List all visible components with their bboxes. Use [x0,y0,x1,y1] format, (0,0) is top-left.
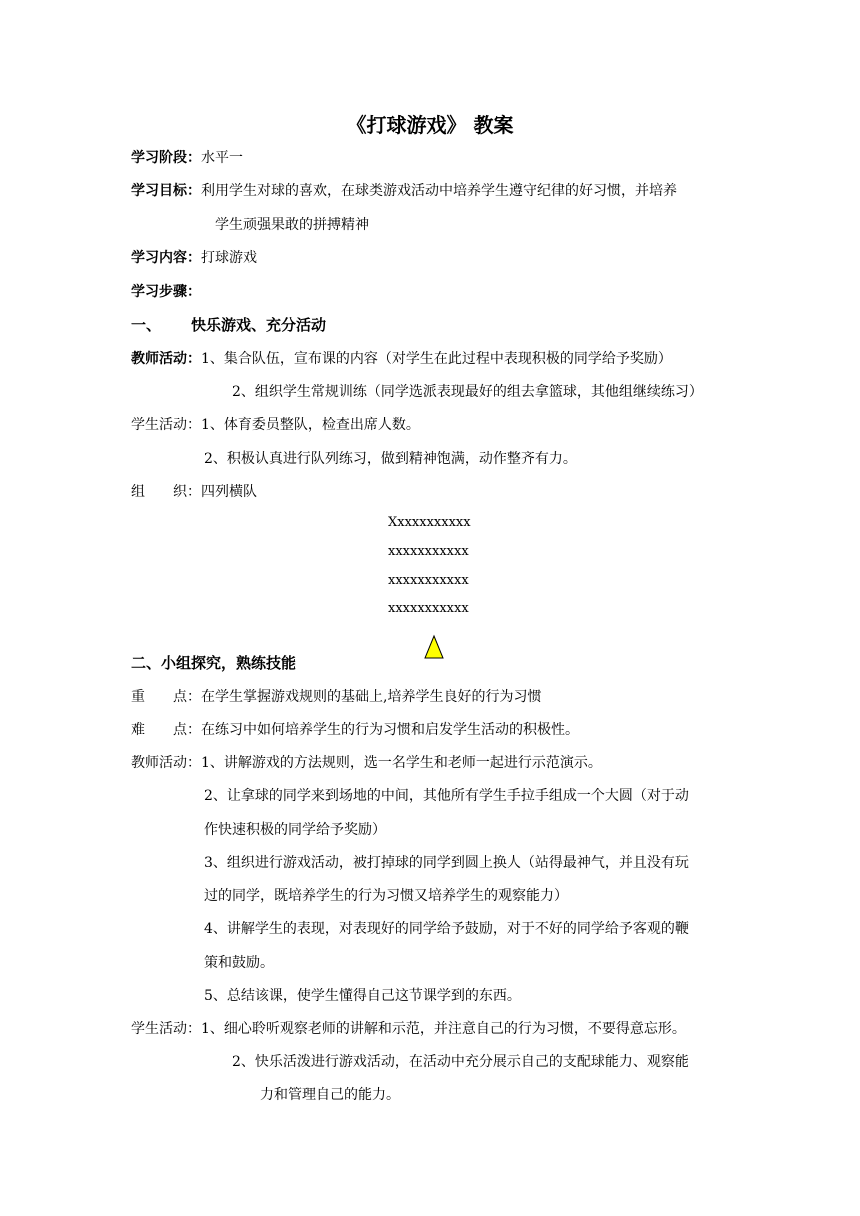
key-point-label: 重 点： [131,689,201,705]
difficulty-row [131,723,579,737]
goal-line-1: 利用学生对球的喜欢，在球类游戏活动中培养学生遵守纪律的好习惯，并培养 [201,183,677,199]
s2-teacher-item-3b: 过的同学，既培养学生的行为习惯又培养学生的观察能力） [204,888,568,904]
s2-teacher-item-1: 1、讲解游戏的方法规则，选一名学生和老师一起进行示范演示。 [201,755,602,771]
section1-number: 一、 [131,316,162,334]
org-row [131,485,257,499]
goal-label: 学习目标： [131,183,201,199]
org-value: 四列横队 [201,484,257,500]
stage-value: 水平一 [201,150,243,166]
s2-student-item-2b: 力和管理自己的能力。 [260,1087,400,1103]
steps-label: 学习步骤： [131,284,201,300]
s2-teacher-item-4b: 策和鼓励。 [204,955,274,971]
s1-student-item-2: 2、积极认真进行队列练习，做到精神饱满，动作整齐有力。 [204,451,577,467]
s2-teacher-label: 教师活动： [131,755,201,771]
s2-student-item-2a: 2、快乐活泼进行游戏活动，在活动中充分展示自己的支配球能力、观察能 [232,1054,689,1070]
s1-student-item-1: 1、体育委员整队，检查出席人数。 [201,417,420,433]
formation-row: xxxxxxxxxxx [388,544,469,559]
key-point-value: 在学生掌握游戏规则的基础上,培养学生良好的行为习惯 [201,689,542,705]
s1-teacher-item-2: 2、组织学生常规训练（同学选派表现最好的组去拿篮球，其他组继续练习） [232,384,703,400]
s2-teacher-item-2b: 作快速积极的同学给予奖励） [204,822,386,838]
s1-teacher-item-1: 1、集合队伍，宣布课的内容（对学生在此过程中表现积极的同学给予奖励） [201,351,672,367]
goal-line-2: 学生顽强果敢的拼搏精神 [215,217,369,233]
s2-student-row [131,1022,686,1036]
goal-row [131,184,677,198]
formation-row: xxxxxxxxxxx [388,601,469,616]
org-label: 组 织： [131,484,201,500]
s2-teacher-item-2a: 2、让拿球的同学来到场地的中间，其他所有学生手拉手组成一个大圆（对于动 [204,788,689,804]
s2-student-label: 学生活动： [131,1021,201,1037]
formation-row: Xxxxxxxxxxx [388,515,471,530]
s1-student-row [131,418,420,432]
s1-teacher-row [131,352,672,366]
content-label: 学习内容： [131,250,201,266]
s1-student-label: 学生活动： [131,417,201,433]
stage-row [131,151,243,165]
s2-student-item-1: 1、细心聆听观察老师的讲解和示范，并注意自己的行为习惯，不要得意忘形。 [201,1021,686,1037]
key-point-row [131,690,541,704]
s2-teacher-item-4a: 4、讲解学生的表现，对表现好的同学给予鼓励，对于不好的同学给予客观的鞭 [204,921,689,937]
section1-heading [131,318,326,333]
s2-teacher-item-3a: 3、组织进行游戏活动，被打掉球的同学到圆上换人（站得最神气，并且没有玩 [204,855,689,871]
s1-teacher-label: 教师活动： [131,351,201,367]
page-title: 《打球游戏》 教案 [346,113,514,137]
difficulty-label: 难 点： [131,722,201,738]
s2-teacher-item-5: 5、总结该课，使学生懂得自己这节课学到的东西。 [204,988,521,1004]
content-row [131,251,257,265]
formation-row: xxxxxxxxxxx [388,573,469,588]
content-value: 打球游戏 [201,250,257,266]
section2-heading: 二、小组探究，熟练技能 [131,654,297,672]
difficulty-value: 在练习中如何培养学生的行为习惯和启发学生活动的积极性。 [201,722,579,738]
teacher-marker-triangle [423,634,445,660]
s2-teacher-row [131,756,602,770]
stage-label: 学习阶段： [131,150,201,166]
section1-title: 快乐游戏、充分活动 [191,316,327,334]
